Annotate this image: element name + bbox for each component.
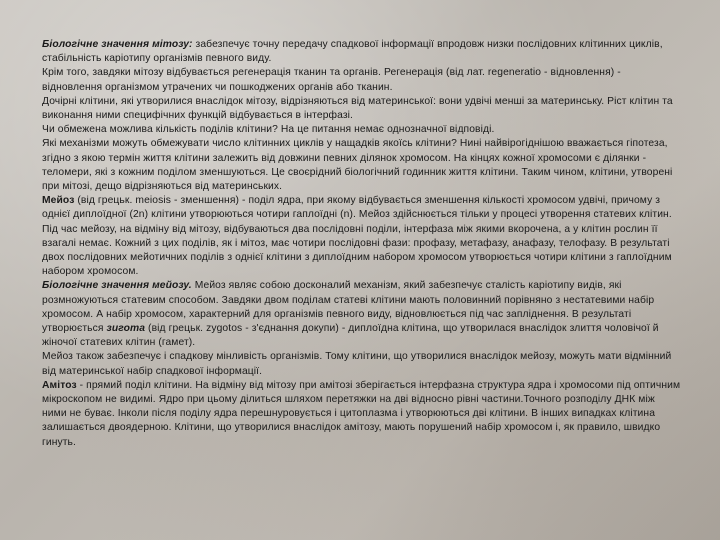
- paragraph-amitosis: [42, 379, 682, 450]
- paragraph-meiosis-significance: [42, 279, 682, 350]
- paragraph-division-limit-question: [42, 123, 682, 137]
- paragraph-mitosis-significance: [42, 38, 682, 66]
- paragraph-text: Мейоз також забезпечує і спадкову мінливість організмів. Тому клітини, що утворилися внаслідок мейозу, можуть мати відмінний від материнської набір спадкової інформації.: [42, 351, 672, 377]
- paragraph-text: (від грецьк. zygotos - з'єднання докупи) - диплоїдна клітина, що утворилася внаслідок злиття чоловічої й жіночої статевих клітин (гамет).: [42, 323, 659, 349]
- paragraph-text: - прямий поділ клітини. На відміну від мітозу при амітозі зберігається інтерфазна структура ядра і хромосоми під оптичним мікроскопом не видимі. Ядро при цьому ділиться шляхом перетяжки на дві відносно рівні частини.Точного розподілу ДНК між ними не буває. Інколи після поділу ядра перешнуровується і цитоплазма і утворюються дві клітини. В інших випадках клітина залишається двоядерною. Клітини, що утворилися внаслідок амітозу, мають порушений набір хромосом і, як правило, швидко гинуть.: [42, 379, 681, 448]
- term-mitosis-significance: Біологічне значення мітозу:: [42, 39, 193, 50]
- paragraph-text: Дочірні клітини, які утворилися внаслідок мітозу, відрізняються від материнської: вони удвічі менші за материнську. Ріст клітин та виконання ними специфічних функцій відбувається в інтерфазі.: [42, 95, 673, 122]
- term-amitosis: Амітоз: [42, 379, 77, 391]
- term-meiosis: Мейоз: [42, 195, 75, 207]
- text-body: [42, 38, 682, 450]
- term-zygote: зигота: [106, 323, 146, 335]
- paragraph-text: Мейоз являє собою досконалий механізм, який забезпечує сталість каріотипу видів, які розмножуються статевим способом. Завдяки двом поділам статеві клітини мають половинний порівняно з нестатевими набір хромосом. А набір хромосом, характерний для організмів певного виду, відновлюється під час запліднення. В результаті утворюється: [42, 280, 655, 335]
- paragraph-daughter-cells: [42, 95, 682, 123]
- paragraph-meiosis: [42, 194, 682, 279]
- paragraph-text: (від грецьк. meiosis - зменшення) - поділ ядра, при якому відбувається зменшення кількості хромосом удвічі, причому з однієї диплоїдної (2n) клітини утворюються чотири гаплоїдні (n). Мейоз здійснюється тільки у процесі утворення статевих клітин. Під час мейозу, на відміну від мітозу, відбуваються два послідовні поділи, інтерфаза між якими вкорочена, а у клітин рослин її взагалі немає. Кожний з цих поділів, як і мітоз, має чотири послідовні фази: профазу, метафазу, анафазу, телофазу. В результаті двох послідовних мейотичних поділів з однієї клітини з диплоїдним набором хромосом утворюється чотири клітини з гаплоїдним набором хромосом.: [42, 195, 672, 278]
- paragraph-text: Які механізми можуть обмежувати число клітинних циклів у нащадків якоїсь клітини? Нині найвірогіднішою вважається гіпотеза, згідно з якою термін життя клітини залежить від довжини певних ділянок хромосом. На кінцях кожної хромосоми є ділянки - теломери, які з кожним поділом зменшуються. Це своєрідний біологічний годинник життя клітини. Таким чином, клітини, утворені при мітозі, дещо відрізняються від материнських.: [42, 138, 673, 193]
- paragraph-telomeres: [42, 137, 682, 194]
- paragraph-regeneration: [42, 66, 682, 94]
- paragraph-text: Крім того, завдяки мітозу відбувається регенерація тканин та органів. Регенерація (від лат. regeneratio - відновлення) - відновлення організмом утрачених чи пошкоджених органів або тканин.: [42, 67, 621, 93]
- paragraph-text: забезпечує точну передачу спадкової інформації впродовж низки послідовних клітинних циклів, стабільність каріотипу організмів певного виду.: [42, 39, 663, 65]
- paragraph-hereditary-variability: [42, 350, 682, 378]
- paragraph-text: Чи обмежена можлива кількість поділів клітини? На це питання немає однозначної відповіді.: [42, 124, 495, 136]
- term-meiosis-significance: Біологічне значення мейозу.: [42, 280, 192, 292]
